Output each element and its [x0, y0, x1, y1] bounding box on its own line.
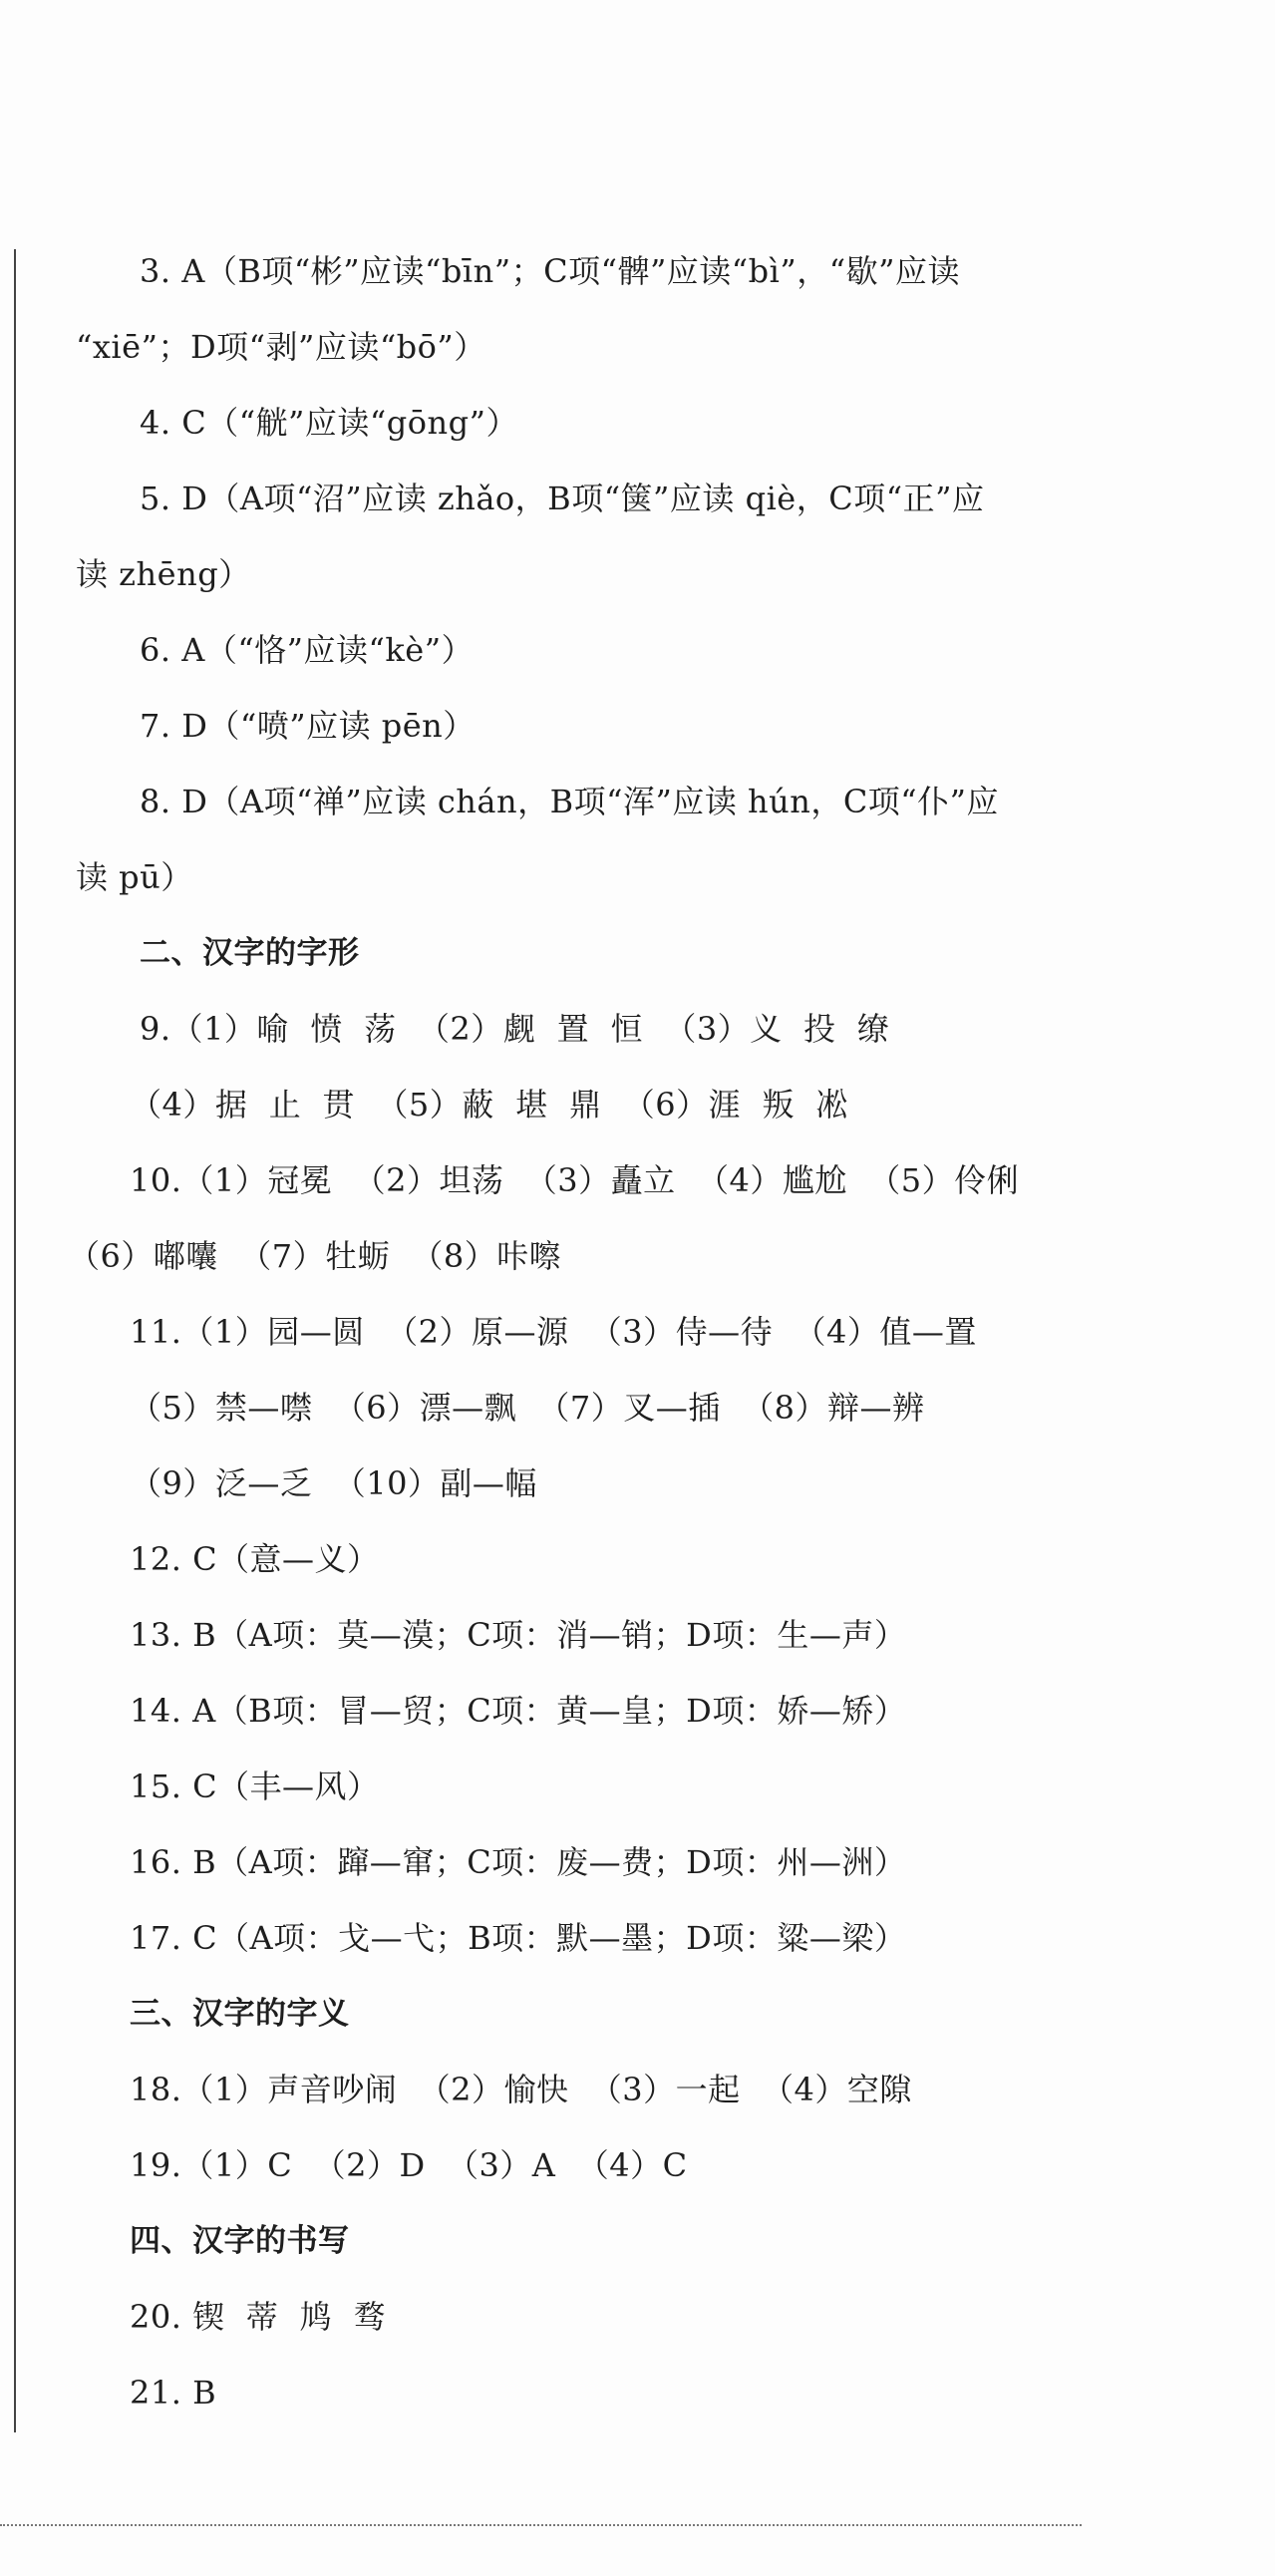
answer-20: 20. 锲 蒂 鸠 骛 — [130, 2298, 387, 2336]
left-margin-rule — [14, 249, 16, 2432]
section-heading-glyph-meaning: 三、汉字的字义 — [130, 1996, 350, 2032]
answer-11-line-2: （5）禁—噤 （6）漂—飘 （7）叉—插 （8）辩—辨 — [130, 1389, 925, 1427]
answer-10-line-1: 10.（1）冠冕 （2）坦荡 （3）矗立 （4）尴尬 （5）伶俐 — [130, 1161, 1020, 1199]
answer-19: 19.（1）C （2）D （3）A （4）C — [130, 2146, 688, 2184]
answer-3-line-1: 3. A（B项“彬”应读“bīn”；C项“髀”应读“bì”，“歇”应读 — [140, 252, 960, 290]
answer-17: 17. C（A项：戈—弋；B项：默—墨；D项：粱—梁） — [130, 1919, 907, 1957]
answer-10-line-2: （6）嘟囔 （7）牡蛎 （8）咔嚓 — [68, 1237, 562, 1275]
answer-9-line-2: （4）据 止 贯 （5）蔽 堪 鼎 （6）涯 叛 凇 — [130, 1086, 848, 1124]
answer-4: 4. C（“觥”应读“gōng”） — [140, 404, 518, 442]
answer-18: 18.（1）声音吵闹 （2）愉快 （3）一起 （4）空隙 — [130, 2071, 912, 2108]
bottom-dotted-rule — [0, 2524, 1082, 2526]
answer-7: 7. D（“喷”应读 pēn） — [140, 707, 476, 745]
answer-15: 15. C（丰—风） — [130, 1768, 380, 1805]
answer-9-line-1: 9.（1）喻 愤 荡 （2）觑 置 恒 （3）义 投 缭 — [140, 1010, 890, 1048]
answer-13: 13. B（A项：莫—漠；C项：消—销；D项：生—声） — [130, 1616, 907, 1654]
answer-5-line-1: 5. D（A项“沼”应读 zhǎo，B项“箧”应读 qiè，C项“正”应 — [140, 480, 985, 517]
answer-6: 6. A（“恪”应读“kè”） — [140, 631, 475, 669]
answer-3-line-2: “xiē”；D项“剥”应读“bō”） — [76, 328, 486, 366]
answer-5-line-2: 读 zhēng） — [76, 555, 251, 593]
section-heading-glyph-form: 二、汉字的字形 — [140, 935, 360, 971]
answer-16: 16. B（A项：蹿—窜；C项：废—费；D项：州—洲） — [130, 1843, 907, 1881]
answer-11-line-3: （9）泛—乏 （10）副—幅 — [130, 1464, 537, 1502]
section-heading-glyph-writing: 四、汉字的书写 — [130, 2223, 350, 2259]
answer-8-line-2: 读 pū） — [76, 858, 193, 896]
answer-14: 14. A（B项：冒—贸；C项：黄—皇；D项：娇—矫） — [130, 1692, 907, 1730]
answer-8-line-1: 8. D（A项“禅”应读 chán，B项“浑”应读 hún，C项“仆”应 — [140, 783, 1000, 820]
answer-21: 21. B — [130, 2374, 217, 2412]
answer-11-line-1: 11.（1）园—圆 （2）原—源 （3）侍—待 （4）值—置 — [130, 1313, 977, 1351]
answer-12: 12. C（意—义） — [130, 1540, 380, 1578]
